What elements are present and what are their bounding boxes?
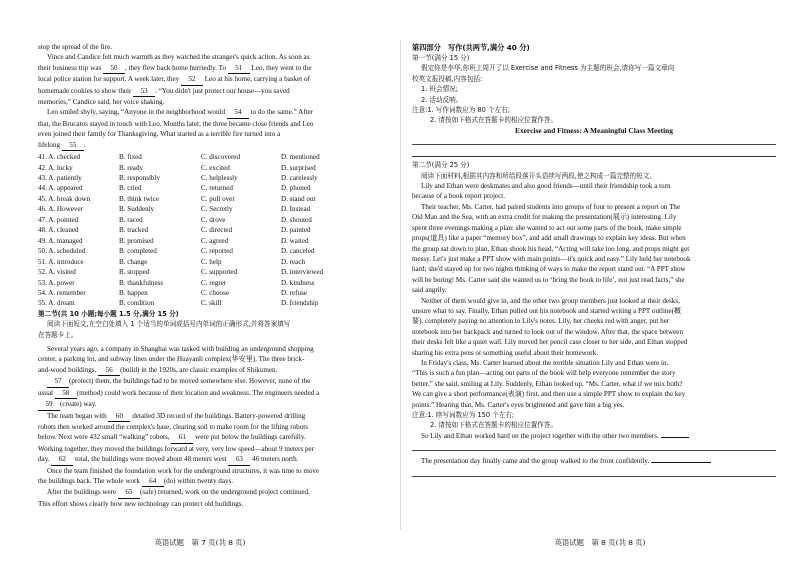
option-choice: 49. A. managed: [38, 236, 83, 245]
option-choice: C. help: [201, 257, 222, 266]
essay-title: Exercise and Fitness: A Meaningful Class Meeting: [515, 125, 673, 135]
option-choice: D. stand out: [281, 194, 316, 203]
option-row: [38, 288, 388, 298]
answer-blank[interactable]: 50: [103, 63, 125, 74]
option-choice: D. interviewed: [281, 268, 324, 277]
text-line: stop the spread of the fire.: [38, 43, 113, 51]
option-choice: 41. A. checked: [38, 153, 81, 162]
text-line: props(道具) like a paper “memory box”, and add small drawings to explain key ideas. But when: [412, 234, 686, 243]
section1-note-1: 注意:1. 写作词数应为 80 个左右;: [412, 106, 510, 115]
option-choice: D. waited: [281, 236, 309, 245]
option-choice: C. directed: [201, 226, 233, 235]
text-line: better,” she said, smiling at Lily. Suddenly, Ethan looked up, “Ms. Carter, what if we mix both?: [412, 379, 683, 388]
option-row: [38, 298, 388, 308]
section2-instruction: 阅读下面材料,根据其内容和所给段落开头语续写两段,使之构成一篇完整的短文。: [421, 171, 656, 180]
text-line: 57 (protect) them, the buildings had to be moved somewhere else. However, none of the: [38, 376, 388, 387]
option-row: [38, 225, 388, 235]
option-choice: 54. A. remember: [38, 288, 86, 297]
option-row: [38, 257, 388, 267]
paragraph2-opening-text: The presentation day finally came and the group walked to the front confidently.: [421, 457, 650, 466]
answer-blank[interactable]: 64: [142, 476, 164, 487]
text-line: Several years ago, a company in Shanghai was tasked with building an underground shopping: [47, 345, 314, 354]
text-line: After the buildings were 65 (safe) returned, work on the underground project continued.: [38, 487, 388, 498]
answer-blank[interactable]: 60: [108, 411, 130, 422]
writing-line[interactable]: [412, 441, 776, 451]
option-choice: 46. A. However: [38, 205, 83, 214]
page-footer: 英语试题 第 8 页(共 8 页): [554, 538, 646, 547]
text-line: Lily and Ethan were deskmates and also good friends—until their friendship took a turn: [421, 182, 671, 191]
text-line: unsure what to say. Finally, Ethan pulled out his notebook and started writing a PPT outline(概: [412, 306, 682, 315]
section-rule: [412, 156, 776, 157]
page-8: [400, 0, 800, 579]
answer-blank[interactable]: 54: [227, 107, 249, 118]
text-line: points.” Hearing that, Ms. Carter's eyes brightened and gave him a big yes.: [412, 400, 625, 409]
option-choice: 42. A. lucky: [38, 163, 73, 172]
option-choice: C. drove: [201, 215, 226, 224]
text-line: Neither of them would give in, and the other two group members just looked at their desks,: [421, 296, 680, 305]
text-line: homemade cookies to show their 53 . “You didn't just protect our house—you saved: [38, 86, 388, 97]
option-choice: 44. A. appeared: [38, 184, 83, 193]
grammar-fill-passage: [38, 344, 388, 509]
answer-blank[interactable]: 56: [98, 365, 120, 376]
section1-prompt-1: 假定你是李华,你班上周开了以 Exercise and Fitness 为主题的班会,请你写一篇文章向: [421, 64, 675, 73]
text-line: Their teacher, Ms. Carter, had paired students into groups of four to present a report on The: [421, 202, 681, 211]
option-choice: B. think twice: [119, 194, 159, 203]
option-choice: 45. A. break down: [38, 194, 91, 203]
text-line: their business trip was 50 , they flew back home hurriedly. To 51 Leo, they went to the: [38, 63, 388, 74]
text-line: 59 (create) way.: [38, 399, 388, 410]
text-line: local police station for support. A week later, they 52 Leo at his home, carrying a basket of: [38, 74, 388, 85]
option-choice: D. Instead: [281, 205, 311, 214]
option-row: [38, 267, 388, 277]
cloze-passage-ending: [38, 42, 388, 151]
part4-title: 第四部分 写作(共两节,满分 40 分): [412, 43, 530, 52]
option-choice: D. painted: [281, 226, 311, 235]
option-row: [38, 236, 388, 246]
section2-note-1: 注意:1. 续写词数应为 150 个左右;: [412, 411, 515, 419]
option-choice: B. responsibly: [119, 173, 160, 182]
option-choice: B. condition: [119, 299, 155, 308]
answer-blank[interactable]: 55: [62, 140, 84, 151]
option-choice: D. reach: [281, 257, 306, 266]
text-line: This effort shows clearly how new technology can protect old buildings.: [38, 499, 244, 508]
text-line: their desks felt like a quiet wall. Lily moved her pencil case closer to her side, and Ethan stopped: [412, 338, 688, 347]
option-choice: C. discovered: [201, 153, 241, 162]
option-choice: C. Secretly: [201, 205, 233, 214]
option-row: [38, 204, 388, 214]
option-choice: C. returned: [201, 184, 233, 193]
option-choice: 50. A. scheduled: [38, 247, 86, 256]
text-line: memories,” Candice said, her voice shaking.: [38, 98, 165, 107]
text-line: and-wood buildings, 56 (build) in the 1920s, are classic examples of Shikumen.: [38, 365, 388, 376]
text-line: the group sat down to plan, Ethan shook his head, “Acting will take too long, and props might get: [412, 244, 690, 253]
option-choice: C. pull over: [201, 194, 235, 203]
option-choice: 48. A. cleaned: [38, 226, 79, 235]
option-choice: B. ready: [119, 163, 144, 172]
option-choice: B. raced: [119, 215, 143, 224]
option-choice: B. Suddenly: [119, 205, 155, 214]
option-choice: C. regret: [201, 278, 226, 287]
text-line: sharing his extra pens or something useful about their homework.: [412, 348, 598, 357]
paragraph1-opening: [412, 431, 776, 441]
option-choice: D. canceled: [281, 247, 315, 256]
option-choice: C. supported: [201, 268, 238, 277]
answer-blank[interactable]: 59: [38, 399, 60, 410]
option-choice: D. phoned: [281, 184, 311, 193]
section2-note-2: 2. 请按如下格式在答题卡的相应位置作答。: [430, 421, 558, 430]
option-choice: C. excited: [201, 163, 230, 172]
text-line: lifelong 55 .: [38, 140, 388, 151]
option-row: [38, 194, 388, 204]
text-line: Old Man and the Sea, with an extra credit for making the presentation(展示) interesting. Lily: [412, 213, 677, 222]
option-choice: 47. A. pointed: [38, 215, 79, 224]
paragraph1-opening-text: So Lily and Ethan worked hard on the project together with the other two members.: [421, 431, 659, 440]
section1-title: 第一节(满分 15 分): [412, 54, 470, 62]
writing-line[interactable]: [412, 467, 776, 477]
text-line: center, a parking lot, and subway lines under the Huayanli complex(华安里). The three brick-: [38, 355, 305, 364]
option-choice: D. refuse: [281, 288, 307, 297]
option-row: [38, 246, 388, 256]
option-choice: B. stopped: [119, 268, 150, 277]
option-row: [38, 173, 388, 183]
option-choice: C. reported: [201, 247, 233, 256]
text-line: The team began with 60 detailed 3D record of the buildings. Battery-powered drilling: [38, 411, 388, 422]
answer-blank[interactable]: 57: [47, 376, 69, 387]
text-line: hard; she'd stayed up for two nights thinking of ways to make the report stand out. “A PPT show: [412, 265, 686, 274]
option-choice: D. friendship: [281, 299, 319, 308]
option-choice: 55. A. dream: [38, 299, 75, 308]
section2-instruction-1: 阅读下面短文,在空白处填入 1 个适当的单词或括号内单词的正确形式,并将答案填写: [47, 320, 291, 329]
text-line: Vince and Candice felt much warmth as they watched the stranger's quick action. As soon as: [47, 53, 310, 62]
option-choice: B. change: [119, 257, 148, 266]
option-choice: D. kindness: [281, 278, 315, 287]
section1-note-2: 2. 请按如下格式在答题卡的相应位置作答。: [430, 116, 558, 125]
option-choice: C. choose: [201, 288, 229, 297]
text-line: robots then worked around the complex's base, clearing soil to make room for the lifting robots: [38, 422, 308, 431]
text-line: Once the team finished the foundation work for the underground structures, it was time to move: [47, 466, 320, 475]
text-line: 要), completely paying no attention to Lily's notes. Lily, her cheeks red with anger, put her: [412, 317, 670, 326]
option-choice: C. skill: [201, 299, 222, 308]
text-line: will be boring! Ms. Carter said she wanted us to ‘bring the book to life’, not just read facts,” she: [412, 275, 685, 284]
text-line: We can give a short performance(表演) first, and then use a simple PPT show to explain the key: [412, 390, 686, 399]
text-line: Leo smiled shyly, saying, “Anyone in the neighborhood would 54 to do the same.” After: [38, 107, 388, 118]
option-row: [38, 183, 388, 193]
option-choice: B. promised: [119, 236, 154, 245]
right-column: [412, 42, 776, 477]
text-line: said angrily.: [412, 286, 447, 295]
text-line: Working together, they moved the buildings forward at very, very low speed—about 9 meters per: [38, 444, 315, 453]
text-line: In Friday's class, Ms. Carter learned about the terrible situation Lily and Ethan were in.: [421, 358, 669, 367]
option-choice: B. tracked: [119, 226, 149, 235]
answer-blank[interactable]: 63: [228, 454, 250, 465]
text-line: even joined their family for Thanksgiving. What started as a terrible fire turned into a: [38, 130, 281, 139]
option-choice: C. agreed: [201, 236, 229, 245]
option-choice: B. cried: [119, 184, 142, 193]
section1-point-2: 2. 活动反响。: [421, 95, 463, 104]
option-choice: D. carelessly: [281, 173, 318, 182]
paragraph2-opening: [412, 456, 776, 466]
text-line: notebook into her backpack and turned to look out of the window. After that, the space between: [412, 327, 683, 336]
option-choice: D. mentioned: [281, 153, 320, 162]
answer-blank[interactable]: 61: [171, 432, 193, 443]
text-line: usual 58 (method) could work because of their location and weakness. The engineers needed a: [38, 388, 388, 399]
continuation-story: [412, 181, 776, 410]
option-choice: B. fixed: [119, 153, 142, 162]
answer-blank[interactable]: 53: [133, 86, 155, 97]
text-line: below. Next were 432 small “walking” robots, 61 were put below the buildings carefully.: [38, 432, 388, 443]
left-column: [38, 42, 388, 509]
answer-blank[interactable]: 51: [228, 63, 250, 74]
answer-blank[interactable]: 62: [51, 454, 73, 465]
option-choice: 51. A. introduce: [38, 257, 84, 266]
option-row: [38, 163, 388, 173]
option-choice: 53. A. power: [38, 278, 75, 287]
text-line: because of a book report project.: [412, 192, 505, 201]
answer-blank[interactable]: 65: [118, 487, 140, 498]
option-choice: B. thankfulness: [119, 278, 164, 287]
text-line: that, the Brucatos stayed in touch with Leo. Months later, the three became close friends and Leo: [38, 119, 314, 128]
cloze-options: [38, 152, 388, 309]
option-choice: B. completed: [119, 247, 157, 256]
option-choice: D. surprised: [281, 163, 316, 172]
text-line: day. 62 total, the buildings were moved about 48 meters west 63 46 meters north.: [38, 454, 388, 465]
text-line: spent three evenings making a plan: she wanted to act out some parts of the book, make simple: [412, 223, 682, 232]
text-line: “This is such a fun plan—acting out parts of the book will help everyone remember the story: [412, 369, 676, 378]
option-row: [38, 215, 388, 225]
section2-title: 第二节(共 10 小题;每小题 1.5 分,满分 15 分): [38, 309, 179, 318]
section1-prompt-2: 校英文报投稿,内容包括:: [412, 74, 483, 83]
page-footer: 英语试题 第 7 页(共 8 页): [154, 538, 246, 547]
text-line: the buildings back. The whole work 64 (do) within twenty days.: [38, 476, 388, 487]
option-choice: D. shouted: [281, 215, 312, 224]
option-choice: 52. A. visited: [38, 268, 76, 277]
option-row: [38, 278, 388, 288]
option-choice: B. happen: [119, 288, 148, 297]
writing-line[interactable]: [412, 136, 776, 145]
section2-instruction-2: 在答题卡上。: [38, 330, 78, 339]
answer-blank[interactable]: 58: [55, 388, 77, 399]
option-row: [38, 152, 388, 162]
option-choice: 43. A. patiently: [38, 173, 82, 182]
answer-blank[interactable]: 52: [181, 74, 203, 85]
section2-title: 第二节(满分 25 分): [412, 161, 470, 170]
option-choice: C. helplessly: [201, 173, 238, 182]
section1-point-1: 1. 班会情况;: [421, 85, 458, 94]
text-line: messy. Let's just make a PPT show with main points—it's quick and easy.” Lily held her notebook: [412, 254, 691, 263]
